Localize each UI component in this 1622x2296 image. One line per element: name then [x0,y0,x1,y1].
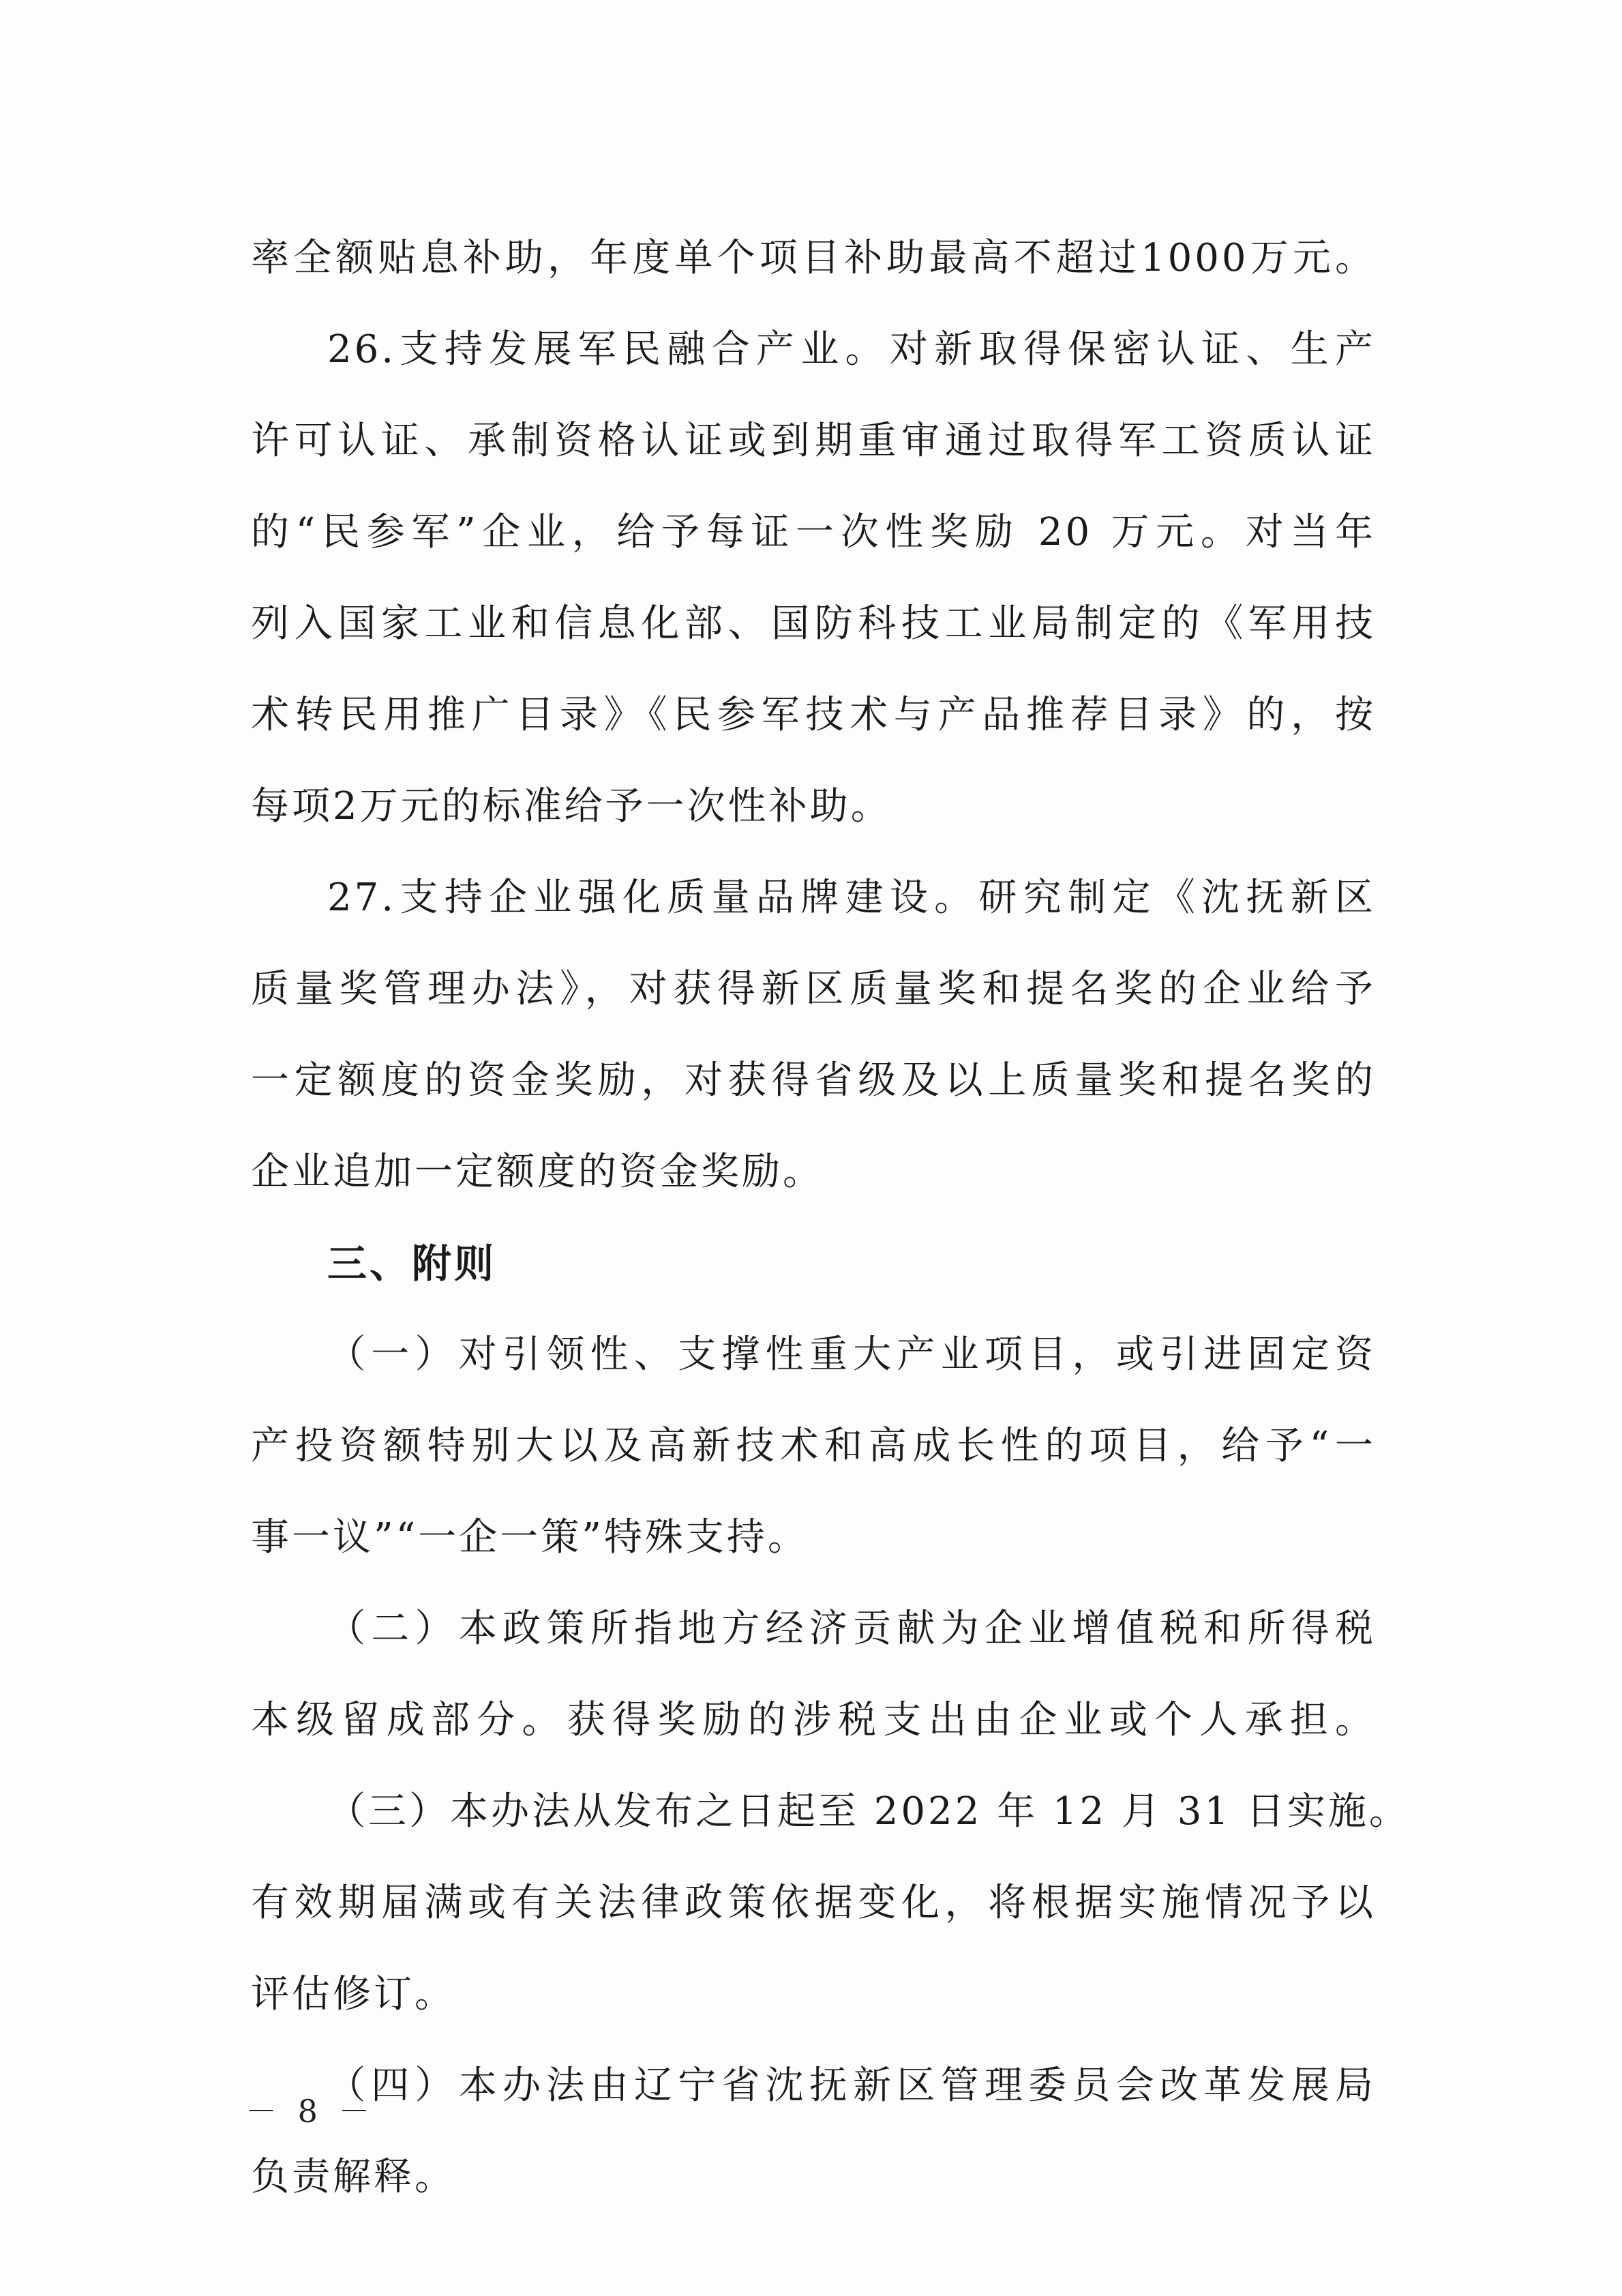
text-line: （四）本办法由辽宁省沈抚新区管理委员会改革发展局 [327,2063,1376,2108]
text-line: 负责解释。 [251,2155,455,2199]
page-number: － 8 － [245,2093,376,2130]
text-line: 许可认证、承制资格认证或到期重审通过取得军工资质认证 [251,419,1376,463]
text-line: 一定额度的资金奖励，对获得省级及以上质量奖和提名奖的 [251,1058,1376,1103]
text-line: （一）对引领性、支撑性重大产业项目，或引进固定资 [327,1332,1376,1377]
text-line: 评估修订。 [251,1972,455,2016]
text-line: 质量奖管理办法》，对获得新区质量奖和提名奖的企业给予 [251,967,1376,1011]
text-line: 企业追加一定额度的资金奖励。 [251,1150,824,1194]
text-line: 的“民参军”企业，给予每证一次性奖励 20 万元。对当年 [251,510,1376,554]
text-line: 26.支持发展军民融合产业。对新取得保密认证、生产 [327,327,1376,372]
text-line: （三）本办法从发布之日起至 2022 年 12 月 31 日实施。 [327,1789,1410,1834]
text-line: 术转民用推广目录》《民参军技术与产品推荐目录》的，按 [251,693,1376,737]
text-line: 率全额贴息补助，年度单个项目补助最高不超过1000万元。 [251,236,1376,280]
section-heading: 三、附则 [327,1240,497,1287]
text-line: 27.支持企业强化质量品牌建设。研究制定《沈抚新区 [327,876,1376,920]
text-line: 本级留成部分。获得奖励的涉税支出由企业或个人承担。 [251,1698,1376,1742]
text-line: 有效期届满或有关法律政策依据变化，将根据实施情况予以 [251,1881,1376,1925]
text-line: 产投资额特别大以及高新技术和高成长性的项目，给予“一 [251,1424,1376,1468]
text-line: 每项2万元的标准给予一次性补助。 [251,784,892,829]
text-line: 列入国家工业和信息化部、国防科技工业局制定的《军用技 [251,601,1376,646]
text-line: 事一议”“一企一策”特殊支持。 [251,1515,809,1560]
body-text [251,213,1410,2223]
text-line: （二）本政策所指地方经济贡献为企业增值税和所得税 [327,1607,1376,1651]
